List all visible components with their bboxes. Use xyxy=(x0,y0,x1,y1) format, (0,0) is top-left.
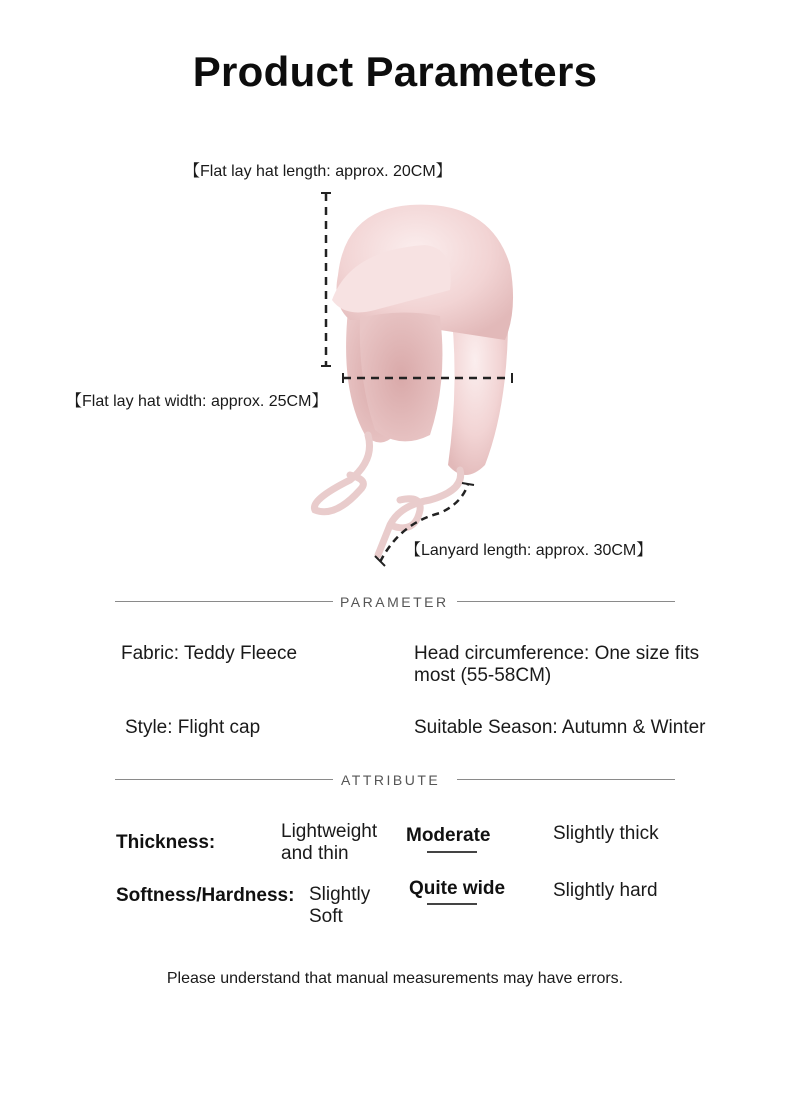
length-dimension-line xyxy=(318,188,334,372)
thickness-option-light: Lightweight and thin xyxy=(281,821,378,864)
param-style: Style: Flight cap xyxy=(125,717,261,738)
softness-selected-underline xyxy=(427,903,477,905)
length-measurement-label: 【Flat lay hat length: approx. 20CM】 xyxy=(184,163,452,180)
width-dimension-line xyxy=(340,370,518,386)
parameter-section-label: PARAMETER xyxy=(340,594,449,610)
parameter-divider-left xyxy=(115,601,333,602)
width-measurement-label: 【Flat lay hat width: approx. 25CM】 xyxy=(66,393,328,410)
attribute-section-label: ATTRIBUTE xyxy=(341,772,441,788)
softness-option-hard: Slightly hard xyxy=(553,880,658,901)
param-fabric: Fabric: Teddy Fleece xyxy=(121,643,298,664)
attribute-divider-right xyxy=(457,779,675,780)
param-head-circumference: Head circumference: One size fits most (55-58CM) xyxy=(414,643,700,686)
thickness-option-moderate: Moderate xyxy=(406,825,491,846)
lanyard-measurement-label: 【Lanyard length: approx. 30CM】 xyxy=(405,542,653,559)
thickness-selected-underline xyxy=(427,851,477,853)
attribute-divider-left xyxy=(115,779,333,780)
param-season: Suitable Season: Autumn & Winter xyxy=(414,717,706,738)
thickness-label: Thickness: xyxy=(116,832,216,853)
measurement-disclaimer: Please understand that manual measurements may have errors. xyxy=(166,970,624,987)
left-string xyxy=(314,435,369,512)
thickness-option-thick: Slightly thick xyxy=(553,823,659,844)
softness-option-quite-wide: Quite wide xyxy=(409,878,506,899)
parameter-divider-right xyxy=(457,601,675,602)
softness-option-soft: Slightly Soft xyxy=(309,884,371,927)
softness-label: Softness/Hardness: xyxy=(116,885,295,906)
page-title: Product Parameters xyxy=(192,48,598,95)
